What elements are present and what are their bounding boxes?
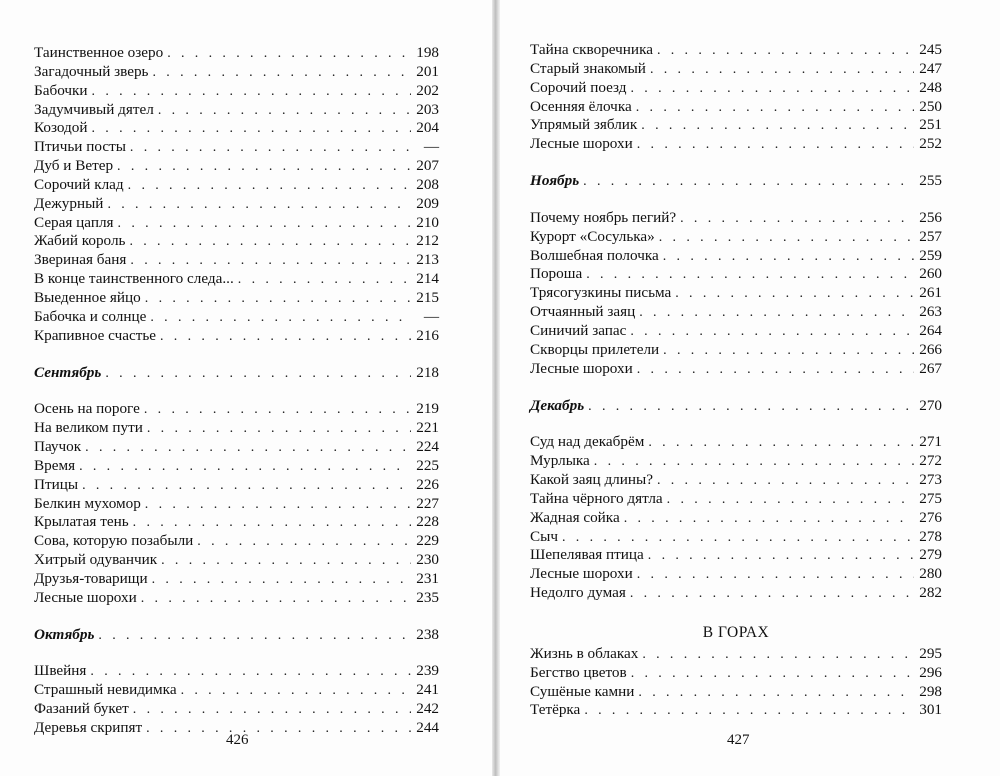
- entry-page: 225: [416, 456, 439, 474]
- dot-leader: [586, 266, 914, 285]
- entry-page: 210: [416, 213, 439, 231]
- entry-title: Серая цапля: [34, 213, 114, 231]
- toc-entry: [530, 41, 942, 60]
- dot-leader: [147, 420, 411, 439]
- toc-list: [34, 44, 439, 738]
- dot-leader: [667, 491, 914, 510]
- entry-title: Дуб и Ветер: [34, 157, 114, 175]
- toc-entry: [530, 701, 942, 720]
- dot-leader: [79, 458, 411, 477]
- toc-entry: [34, 176, 439, 195]
- entry-page: 244: [416, 719, 439, 736]
- entry-title: Тайна чёрного дятла: [530, 489, 663, 507]
- toc-entry: [530, 683, 942, 702]
- entry-title: Волшебная полочка: [530, 246, 659, 264]
- left-page: [0, 0, 492, 776]
- entry-title: Хитрый одуванчик: [34, 551, 158, 569]
- dot-leader: [145, 496, 411, 515]
- entry-page: 214: [416, 270, 439, 288]
- entry-page: 275: [919, 489, 942, 507]
- dot-leader: [107, 196, 411, 215]
- toc-entry: [34, 327, 439, 346]
- entry-title: Какой заяц длины?: [530, 471, 653, 489]
- entry-page: 229: [416, 532, 439, 550]
- entry-title: Паучок: [34, 438, 82, 456]
- month-page: 238: [416, 625, 439, 643]
- right-page: [500, 0, 1000, 776]
- toc-entry: [34, 551, 439, 570]
- entry-page: 221: [416, 419, 439, 437]
- entry-title: Осенняя ёлочка: [530, 97, 632, 115]
- dot-leader: [648, 434, 914, 453]
- entry-title: На великом пути: [34, 419, 143, 437]
- dot-leader: [150, 309, 411, 328]
- toc-list: [530, 41, 942, 720]
- dot-leader: [637, 361, 914, 380]
- entry-page: 248: [919, 78, 942, 96]
- entry-title: Синичий запас: [530, 321, 627, 339]
- dot-leader: [92, 83, 411, 102]
- entry-page: 230: [416, 551, 439, 569]
- toc-entry: [34, 270, 439, 289]
- dot-leader: [630, 585, 914, 604]
- entry-page: 282: [919, 584, 942, 602]
- entry-page: 227: [416, 494, 439, 512]
- dot-leader: [631, 665, 914, 684]
- entry-page: 273: [919, 471, 942, 489]
- toc-entry: [34, 195, 439, 214]
- dot-leader: [160, 328, 411, 347]
- entry-page: 267: [919, 359, 942, 377]
- dot-leader: [562, 529, 914, 548]
- toc-entry: [34, 476, 439, 495]
- month-heading-october: [34, 626, 439, 645]
- toc-entry: [530, 322, 942, 341]
- month-title: Декабрь: [530, 396, 585, 414]
- entry-page: 231: [416, 569, 439, 587]
- entry-page: 278: [919, 527, 942, 545]
- entry-title: Скворцы прилетели: [530, 340, 660, 358]
- section-gap: [530, 603, 942, 621]
- toc-entry: [530, 98, 942, 117]
- entry-page: 242: [416, 700, 439, 718]
- dot-leader: [133, 701, 411, 720]
- entry-page: —: [423, 138, 439, 156]
- entry-page: 245: [919, 41, 942, 58]
- entry-title: Страшный невидимка: [34, 681, 177, 699]
- toc-entry: [530, 228, 942, 247]
- entry-page: 252: [919, 135, 942, 153]
- entry-title: Мурлыка: [530, 452, 590, 470]
- toc-entry: [34, 700, 439, 719]
- entry-title: Звериная баня: [34, 251, 127, 269]
- entry-title: Дежурный: [34, 194, 104, 212]
- entry-title: Почему ноябрь пегий?: [530, 208, 677, 226]
- dot-leader: [642, 646, 914, 665]
- month-title: Сентябрь: [34, 363, 102, 381]
- entry-page: 228: [416, 513, 439, 531]
- toc-entry: [34, 157, 439, 176]
- month-title: Октябрь: [34, 625, 95, 643]
- dot-leader: [663, 342, 914, 361]
- entry-title: В конце таинственного следа...: [34, 270, 234, 288]
- toc-entry: [34, 289, 439, 308]
- entry-title: Трясогузкины письма: [530, 284, 672, 302]
- entry-page: 271: [919, 433, 942, 451]
- toc-entry: [530, 664, 942, 683]
- entry-title: Козодой: [34, 119, 88, 137]
- toc-entry: [34, 400, 439, 419]
- toc-entry: [530, 546, 942, 565]
- entry-page: 198: [416, 44, 439, 61]
- toc-entry: [530, 303, 942, 322]
- entry-title: Жадная сойка: [530, 508, 620, 526]
- entry-title: Выеденное яйцо: [34, 288, 141, 306]
- dot-leader: [82, 477, 411, 496]
- entry-title: Птичьи посты: [34, 138, 126, 156]
- entry-title: Белкин мухомор: [34, 494, 141, 512]
- entry-page: 208: [416, 175, 439, 193]
- dot-leader: [105, 365, 411, 384]
- entry-title: Суд над декабрём: [530, 433, 645, 451]
- entry-page: 295: [919, 644, 942, 662]
- entry-title: Старый знакомый: [530, 59, 646, 77]
- entry-page: 235: [416, 588, 439, 606]
- dot-leader: [630, 323, 914, 342]
- toc-entry: [34, 662, 439, 681]
- toc-entry: [34, 457, 439, 476]
- dot-leader: [158, 102, 411, 121]
- entry-title: Фазаний букет: [34, 700, 129, 718]
- toc-entry: [530, 79, 942, 98]
- entry-page: 264: [919, 321, 942, 339]
- dot-leader: [117, 158, 411, 177]
- entry-title: Птицы: [34, 475, 79, 493]
- toc-entry: [530, 565, 942, 584]
- dot-leader: [641, 117, 914, 136]
- toc-entry: [34, 570, 439, 589]
- dot-leader: [130, 252, 411, 271]
- dot-leader: [680, 210, 914, 229]
- month-heading-december: [530, 397, 942, 416]
- toc-entry: [34, 589, 439, 608]
- entry-title: Лесные шорохи: [530, 359, 633, 377]
- entry-page: —: [423, 307, 439, 325]
- dot-leader: [639, 304, 914, 323]
- entry-title: Жабий король: [34, 232, 126, 250]
- dot-leader: [638, 684, 914, 703]
- entry-page: 298: [919, 682, 942, 700]
- dot-leader: [588, 398, 914, 417]
- entry-page: 207: [416, 157, 439, 175]
- toc-entry: [530, 509, 942, 528]
- entry-page: 260: [919, 265, 942, 283]
- month-heading-september: [34, 364, 439, 383]
- toc-entry: [530, 284, 942, 303]
- entry-page: 219: [416, 400, 439, 418]
- dot-leader: [197, 533, 411, 552]
- entry-title: Недолго думая: [530, 584, 626, 602]
- dot-leader: [98, 627, 411, 646]
- toc-entry: [34, 419, 439, 438]
- entry-page: 279: [919, 546, 942, 564]
- entry-title: Шепелявая птица: [530, 546, 644, 564]
- entry-page: 201: [416, 62, 439, 80]
- entry-title: Лесные шорохи: [530, 565, 633, 583]
- toc-entry: [530, 247, 942, 266]
- toc-entry: [530, 471, 942, 490]
- toc-entry: [34, 495, 439, 514]
- entry-page: 296: [919, 663, 942, 681]
- toc-entry: [34, 438, 439, 457]
- dot-leader: [648, 547, 914, 566]
- entry-page: 216: [416, 326, 439, 344]
- toc-entry: [530, 584, 942, 603]
- entry-page: 204: [416, 119, 439, 137]
- entry-title: Осень на пороге: [34, 400, 140, 418]
- dot-leader: [583, 173, 914, 192]
- entry-title: Сова, которую позабыли: [34, 532, 194, 550]
- entry-page: 202: [416, 81, 439, 99]
- dot-leader: [90, 663, 411, 682]
- toc-entry: [530, 645, 942, 664]
- month-page: 270: [919, 396, 942, 414]
- entry-title: Таинственное озеро: [34, 44, 164, 61]
- dot-leader: [152, 64, 411, 83]
- entry-page: 266: [919, 340, 942, 358]
- dot-leader: [675, 285, 914, 304]
- section-gap: [34, 608, 439, 626]
- toc-entry: [530, 528, 942, 547]
- section-gap: [530, 191, 942, 209]
- dot-leader: [145, 290, 411, 309]
- entry-title: Лесные шорохи: [34, 588, 137, 606]
- dot-leader: [85, 439, 411, 458]
- month-heading-november: [530, 172, 942, 191]
- toc-entry: [34, 532, 439, 551]
- entry-title: Бабочка и солнце: [34, 307, 147, 325]
- toc-entry: [34, 251, 439, 270]
- dot-leader: [128, 177, 411, 196]
- entry-title: Сорочий клад: [34, 175, 124, 193]
- toc-entry: [34, 82, 439, 101]
- toc-entry: [34, 308, 439, 327]
- toc-entry: [34, 101, 439, 120]
- entry-title: Крапивное счастье: [34, 326, 156, 344]
- entry-title: Бегство цветов: [530, 663, 627, 681]
- toc-entry: [530, 360, 942, 379]
- dot-leader: [161, 552, 411, 571]
- entry-title: Тетёрка: [530, 701, 581, 719]
- month-page: 255: [919, 172, 942, 190]
- dot-leader: [118, 215, 411, 234]
- entry-page: 215: [416, 288, 439, 306]
- dot-leader: [636, 99, 914, 118]
- entry-title: Лесные шорохи: [530, 135, 633, 153]
- dot-leader: [663, 248, 914, 267]
- section-gap: [34, 382, 439, 400]
- entry-title: Бабочки: [34, 81, 88, 99]
- page-number: 426: [226, 732, 249, 748]
- entry-page: 256: [919, 208, 942, 226]
- entry-title: Задумчивый дятел: [34, 100, 154, 118]
- entry-page: 209: [416, 194, 439, 212]
- dot-leader: [637, 136, 914, 155]
- entry-page: 263: [919, 303, 942, 321]
- dot-leader: [167, 45, 411, 64]
- entry-title: Загадочный зверь: [34, 62, 149, 80]
- dot-leader: [650, 61, 914, 80]
- dot-leader: [657, 42, 914, 61]
- toc-entry: [34, 119, 439, 138]
- entry-title: Сушёные камни: [530, 682, 635, 700]
- entry-page: 212: [416, 232, 439, 250]
- section-gap: [34, 644, 439, 662]
- dot-leader: [624, 510, 914, 529]
- entry-title: Время: [34, 456, 76, 474]
- month-title: Ноябрь: [530, 172, 580, 190]
- section-gap: [34, 346, 439, 364]
- page-number: 427: [727, 732, 750, 748]
- dot-leader: [657, 472, 914, 491]
- entry-title: Швейня: [34, 662, 87, 680]
- entry-title: Деревья скрипят: [34, 719, 143, 736]
- entry-page: 276: [919, 508, 942, 526]
- entry-page: 272: [919, 452, 942, 470]
- entry-page: 247: [919, 59, 942, 77]
- dot-leader: [181, 682, 411, 701]
- entry-page: 251: [919, 116, 942, 134]
- dot-leader: [141, 590, 411, 609]
- dot-leader: [594, 453, 914, 472]
- section-gap: [530, 154, 942, 172]
- entry-title: Упрямый зяблик: [530, 116, 638, 134]
- entry-page: 226: [416, 475, 439, 493]
- dot-leader: [130, 139, 411, 158]
- toc-entry: [530, 433, 942, 452]
- entry-page: 213: [416, 251, 439, 269]
- dot-leader: [631, 80, 915, 99]
- dot-leader: [659, 229, 914, 248]
- toc-entry: [34, 44, 439, 63]
- entry-page: 224: [416, 438, 439, 456]
- entry-page: 259: [919, 246, 942, 264]
- dot-leader: [133, 514, 411, 533]
- section-gap: [530, 379, 942, 397]
- dot-leader: [238, 271, 411, 290]
- entry-page: 203: [416, 100, 439, 118]
- month-page: 218: [416, 363, 439, 381]
- entry-page: 239: [416, 662, 439, 680]
- toc-entry: [34, 214, 439, 233]
- entry-page: 280: [919, 565, 942, 583]
- toc-entry: [530, 116, 942, 135]
- entry-title: Сыч: [530, 527, 558, 545]
- entry-title: Крылатая тень: [34, 513, 129, 531]
- toc-entry: [530, 60, 942, 79]
- entry-page: 301: [919, 701, 942, 719]
- dot-leader: [91, 120, 411, 139]
- toc-entry: [530, 341, 942, 360]
- entry-title: Тайна скворечника: [530, 41, 653, 58]
- entry-page: 257: [919, 227, 942, 245]
- entry-page: 250: [919, 97, 942, 115]
- toc-entry: [34, 681, 439, 700]
- entry-page: 261: [919, 284, 942, 302]
- dot-leader: [146, 720, 411, 739]
- toc-entry: [34, 513, 439, 532]
- toc-entry: [34, 138, 439, 157]
- toc-entry: [530, 452, 942, 471]
- entry-title: Курорт «Сосулька»: [530, 227, 655, 245]
- entry-title: Пороша: [530, 265, 583, 283]
- dot-leader: [144, 401, 411, 420]
- entry-title: Друзья-товарищи: [34, 569, 148, 587]
- dot-leader: [152, 571, 411, 590]
- dot-leader: [637, 566, 914, 585]
- entry-title: Жизнь в облаках: [530, 644, 639, 662]
- entry-page: 241: [416, 681, 439, 699]
- entry-title: Сорочий поезд: [530, 78, 627, 96]
- toc-entry: [34, 232, 439, 251]
- toc-entry: [34, 63, 439, 82]
- toc-entry: [530, 265, 942, 284]
- book-gutter: [492, 0, 500, 776]
- toc-entry: [530, 209, 942, 228]
- dot-leader: [129, 233, 411, 252]
- section-gap: [530, 415, 942, 433]
- toc-entry: [530, 490, 942, 509]
- section-heading-mountains: В ГОРАХ: [702, 623, 770, 641]
- entry-title: Отчаянный заяц: [530, 303, 636, 321]
- dot-leader: [584, 702, 914, 721]
- toc-entry: [530, 135, 942, 154]
